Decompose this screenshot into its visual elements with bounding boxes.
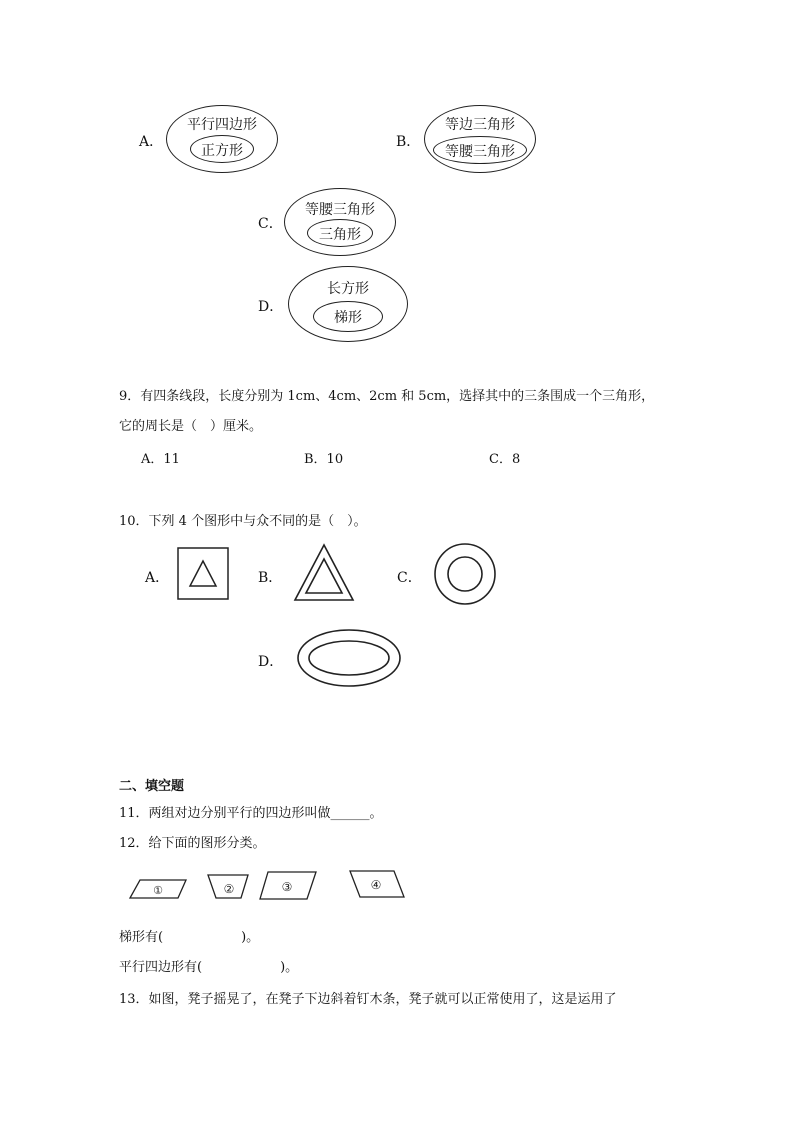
inner-triangle-outline bbox=[306, 559, 342, 593]
shape-2-label: ② bbox=[223, 882, 235, 896]
q8-option-a-inner-label: 正方形 bbox=[201, 143, 243, 159]
q10-option-c-letter: C． bbox=[397, 570, 422, 586]
q9-stem-line1: 9．有四条线段，长度分别为 1cm、4cm、2cm 和 5cm，选择其中的三条围成一个三角形， bbox=[119, 389, 655, 404]
q12-shapes-figure bbox=[126, 868, 426, 906]
q8-option-a-letter: A． bbox=[139, 134, 164, 150]
q11-text: 11．两组对边分别平行的四边形叫做______。 bbox=[119, 806, 383, 821]
inner-circle-outline bbox=[448, 557, 482, 591]
q8-option-a-outer-label: 平行四边形 bbox=[187, 117, 257, 133]
q12-trapezoid-answer: 梯形有( )。 bbox=[119, 930, 260, 945]
q13-text: 13．如图，凳子摇晃了，在凳子下边斜着钉木条，凳子就可以正常使用了，这是运用了 bbox=[119, 992, 617, 1007]
q8-option-b-letter: B． bbox=[396, 134, 421, 150]
q9-option-c: C．8 bbox=[489, 452, 521, 467]
q10-option-b-letter: B． bbox=[258, 570, 283, 586]
q8-option-d-letter: D． bbox=[258, 299, 284, 315]
q9-stem-line2: 它的周长是（ ）厘米。 bbox=[119, 419, 263, 434]
outer-triangle-outline bbox=[295, 545, 353, 600]
square-outline bbox=[178, 548, 228, 599]
q10-option-d-figure bbox=[296, 628, 402, 688]
q10-option-a-letter: A． bbox=[145, 570, 170, 586]
q8-option-c-letter: C． bbox=[258, 216, 283, 232]
q12-parallelogram-answer: 平行四边形有( )。 bbox=[119, 960, 299, 975]
q8-option-b-inner-label: 等腰三角形 bbox=[445, 144, 515, 160]
shape-3-label: ③ bbox=[281, 880, 293, 894]
inner-ellipse-outline bbox=[309, 641, 389, 675]
q8-option-b-outer-label: 等边三角形 bbox=[445, 117, 515, 133]
q8-option-d-outer-label: 长方形 bbox=[327, 281, 369, 297]
shape-4-label: ④ bbox=[370, 878, 382, 892]
outer-circle-outline bbox=[435, 544, 495, 604]
q10-option-c-figure bbox=[432, 542, 498, 606]
q9-option-b: B．10 bbox=[304, 452, 344, 467]
q10-option-b-figure bbox=[292, 543, 356, 603]
shape-1-label: ① bbox=[153, 884, 163, 897]
q10-option-a-figure bbox=[176, 546, 230, 602]
q10-option-d-letter: D． bbox=[258, 654, 284, 670]
section-2-title: 二、填空题 bbox=[119, 779, 185, 794]
q9-option-a: A．11 bbox=[141, 452, 180, 467]
triangle-outline bbox=[190, 561, 216, 586]
q8-option-d-inner-label: 梯形 bbox=[334, 310, 362, 326]
outer-ellipse-outline bbox=[298, 630, 400, 686]
q8-option-c-outer-label: 等腰三角形 bbox=[305, 202, 375, 218]
q10-stem: 10．下列 4 个图形中与众不同的是（ ）。 bbox=[119, 514, 367, 529]
q12-stem: 12．给下面的图形分类。 bbox=[119, 836, 266, 851]
q8-option-c-inner-label: 三角形 bbox=[319, 227, 361, 243]
